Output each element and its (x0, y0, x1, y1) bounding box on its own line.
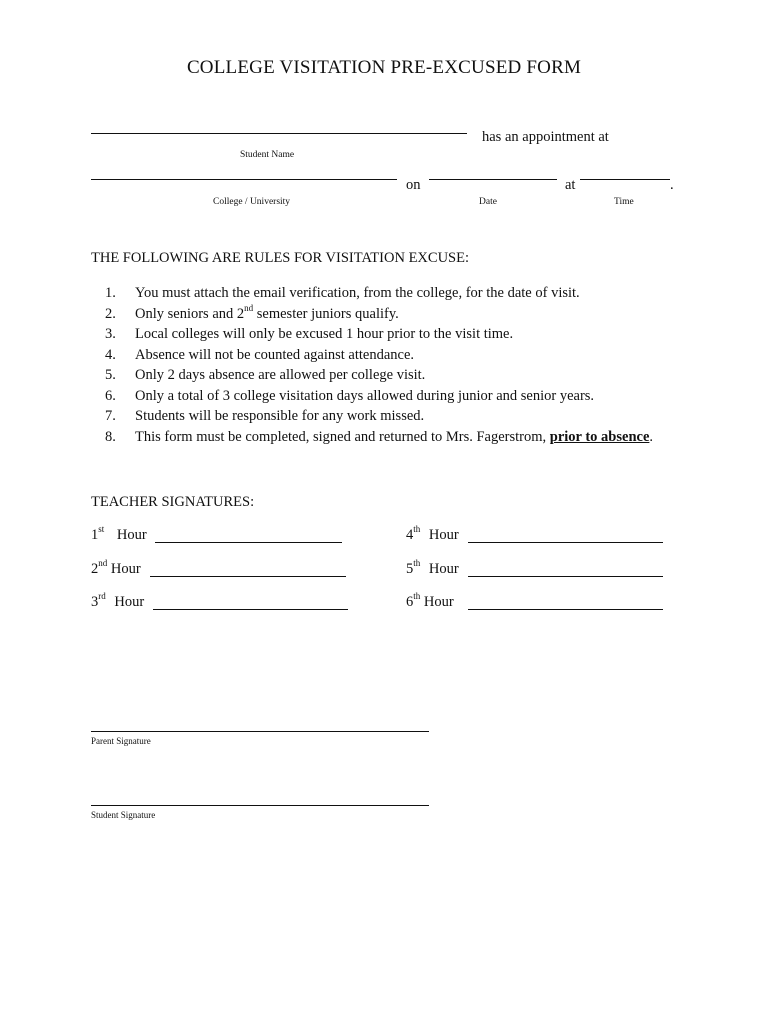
line-period: . (670, 177, 674, 193)
date-caption: Date (479, 197, 497, 207)
hour-6-signature-field[interactable] (468, 609, 663, 610)
ordinal-suffix: th (413, 524, 421, 535)
hour-label: Hour (428, 527, 459, 543)
rule-text-cont: . (649, 428, 654, 445)
ordinal-suffix: th (413, 591, 421, 602)
hour-number: 1 (91, 527, 99, 543)
hour-4-signature-field[interactable] (468, 542, 663, 543)
appointment-text: has an appointment at (482, 129, 609, 145)
rule-item (105, 406, 653, 427)
rule-number: 2. (105, 305, 116, 322)
rule-item (105, 386, 653, 407)
on-label: on (406, 177, 421, 193)
hour-label: Hour (110, 561, 141, 577)
rule-number: 3. (105, 326, 116, 342)
rule-text: Only a total of 3 college visitation days allowed during junior and senior years. (135, 387, 595, 404)
hour-label: Hour (428, 561, 459, 577)
hour-number: 2 (91, 561, 99, 577)
hour-4-row (406, 524, 459, 544)
ordinal-suffix: nd (98, 558, 108, 569)
rule-item (105, 427, 653, 448)
hour-1-signature-field[interactable] (155, 542, 342, 543)
rule-text: You must attach the email verification, from the college, for the date of visit. (135, 285, 580, 301)
student-name-field[interactable] (91, 133, 467, 134)
ordinal-suffix: st (98, 524, 105, 535)
hour-5-row (406, 558, 459, 578)
rules-heading: THE FOLLOWING ARE RULES FOR VISITATION EXCUSE: (91, 250, 469, 266)
teacher-signatures-heading: TEACHER SIGNATURES: (91, 494, 255, 510)
rule-item (105, 365, 653, 386)
hour-label: Hour (423, 594, 454, 610)
rule-item (105, 324, 653, 345)
ordinal-suffix: nd (244, 302, 254, 313)
hour-2-row (91, 558, 141, 578)
rule-item (105, 283, 653, 304)
rule-number: 6. (105, 387, 116, 404)
hour-number: 5 (406, 561, 414, 577)
hour-6-row (406, 591, 454, 611)
hour-number: 3 (91, 594, 99, 610)
form-title: COLLEGE VISITATION PRE-EXCUSED FORM (186, 57, 582, 78)
rule-text-cont: semester juniors qualify. (253, 305, 399, 322)
rule-item (105, 345, 653, 366)
ordinal-suffix: th (413, 558, 421, 569)
hour-2-signature-field[interactable] (150, 576, 346, 577)
hour-3-row (91, 591, 145, 611)
rule-text: Only 2 days absence are allowed per college visit. (135, 367, 426, 383)
rule-number: 4. (105, 346, 116, 363)
rule-text: This form must be completed, signed and returned to Mrs. Fagerstrom, (135, 428, 550, 445)
rule-text: Students will be responsible for any work missed. (135, 408, 425, 424)
rule-number: 5. (105, 367, 116, 383)
hour-number: 4 (406, 527, 414, 543)
student-signature-caption: Student Signature (91, 810, 156, 820)
hour-1-row (91, 524, 147, 544)
rule-item (105, 304, 653, 325)
ordinal-suffix: rd (98, 591, 106, 602)
parent-signature-caption: Parent Signature (91, 736, 151, 746)
rule-emphasis: prior to absence (549, 428, 650, 445)
hour-number: 6 (406, 594, 414, 610)
time-field[interactable] (580, 179, 670, 180)
rule-number: 1. (105, 285, 116, 301)
hour-label: Hour (116, 527, 147, 543)
date-field[interactable] (429, 179, 557, 180)
time-caption: Time (614, 197, 634, 207)
rules-list (105, 283, 653, 447)
college-caption: College / University (213, 197, 291, 207)
student-signature-field[interactable] (91, 805, 429, 806)
rule-text: Local colleges will only be excused 1 hour prior to the visit time. (135, 326, 514, 342)
college-field[interactable] (91, 179, 397, 180)
rule-number: 7. (105, 408, 116, 424)
rule-number: 8. (105, 428, 116, 445)
at-label: at (565, 177, 576, 193)
student-name-caption: Student Name (240, 150, 295, 160)
hour-3-signature-field[interactable] (153, 609, 348, 610)
hour-label: Hour (114, 594, 145, 610)
rule-text: Absence will not be counted against attendance. (135, 346, 415, 363)
rule-text: Only seniors and 2 (135, 305, 245, 322)
parent-signature-field[interactable] (91, 731, 429, 732)
hour-5-signature-field[interactable] (468, 576, 663, 577)
